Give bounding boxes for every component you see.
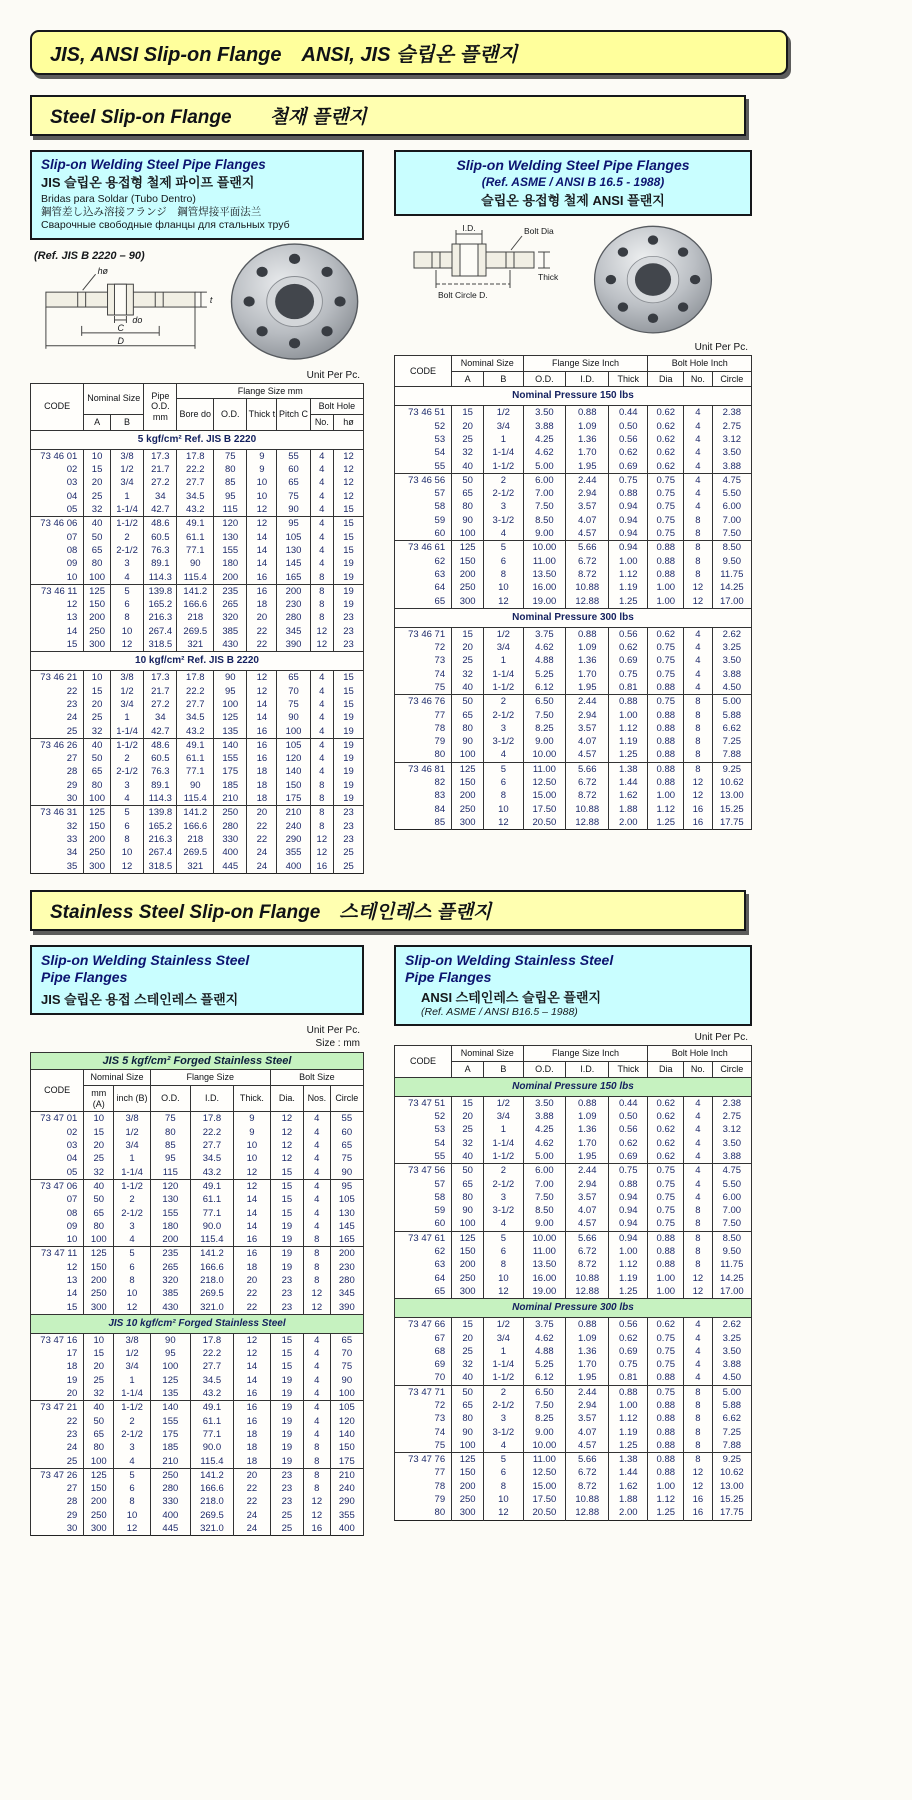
table-row: 30 100 4 114.3 115.4 210 18 175 8 19 bbox=[31, 792, 364, 806]
info-line: ANSI 스테인레스 슬립온 플랜지 bbox=[421, 989, 602, 1005]
table-row: 72 20 3/4 4.62 1.09 0.62 0.75 4 3.25 bbox=[395, 641, 752, 654]
table-row: 73 47 71 50 2 6.50 2.44 0.88 0.75 8 5.00 bbox=[395, 1385, 752, 1399]
table-row: 34 250 10 267.4 269.5 400 24 355 12 25 bbox=[31, 846, 364, 859]
table-row: 73 47 16 10 3/8 90 17.8 12 15 4 65 bbox=[31, 1333, 364, 1347]
table-row: 82 150 6 12.50 6.72 1.44 0.88 12 10.62 bbox=[395, 776, 752, 789]
table-row: 73 46 26 40 1-1/2 48.6 49.1 140 16 105 4 19 bbox=[31, 738, 364, 752]
table-row: 19 25 1 125 34.5 14 19 4 90 bbox=[31, 1374, 364, 1387]
table-row: 62 150 6 11.00 6.72 1.00 0.88 8 9.50 bbox=[395, 1245, 752, 1258]
table-row: 05 32 1-1/4 115 43.2 12 15 4 90 bbox=[31, 1166, 364, 1180]
info-line: Slip-on Welding Stainless Steel bbox=[41, 951, 250, 968]
steel-ansi-info-box bbox=[394, 150, 752, 216]
steel-jis-column bbox=[30, 150, 364, 874]
table-row: 14 250 10 385 269.5 22 23 12 345 bbox=[31, 1287, 364, 1300]
table-row: 83 200 8 15.00 8.72 1.62 1.00 12 13.00 bbox=[395, 789, 752, 802]
table-row: 22 50 2 155 61.1 16 19 4 120 bbox=[31, 1415, 364, 1428]
table-body bbox=[31, 430, 364, 873]
stainless-jis-column bbox=[30, 945, 364, 1537]
steel-jis-info-box bbox=[30, 150, 364, 240]
table-row: 33 200 8 216.3 218 330 22 290 12 23 bbox=[31, 833, 364, 846]
table-row: 28 200 8 330 218.0 22 23 12 290 bbox=[31, 1495, 364, 1508]
table-row: 65 300 12 19.00 12.88 1.25 1.00 12 17.00 bbox=[395, 1285, 752, 1299]
info-line: JIS 슬립온 용접형 철제 파이프 플랜지 bbox=[41, 174, 255, 190]
table-row: 78 200 8 15.00 8.72 1.62 1.00 12 13.00 bbox=[395, 1480, 752, 1493]
table-row: 25 100 4 210 115.4 18 19 8 175 bbox=[31, 1455, 364, 1469]
table-row: 62 150 6 11.00 6.72 1.00 0.88 8 9.50 bbox=[395, 555, 752, 568]
col-header-thick: Thick t bbox=[247, 399, 277, 431]
table-row: 73 46 71 15 1/2 3.75 0.88 0.56 0.62 4 2.62 bbox=[395, 627, 752, 641]
col-header-dia: Dia bbox=[648, 371, 684, 387]
table-row: 73 47 51 15 1/2 3.50 0.88 0.44 0.62 4 2.38 bbox=[395, 1096, 752, 1110]
col-header-bolt-size: Bolt Size bbox=[270, 1070, 363, 1086]
unit-note: Unit Per Pc. bbox=[694, 1032, 748, 1044]
col-header-thick: Thick. bbox=[234, 1085, 271, 1112]
col-header-id: I.D. bbox=[190, 1085, 233, 1112]
col-header-pitch: Pitch C bbox=[277, 399, 310, 431]
table-row: 22 15 1/2 21.7 22.2 95 12 70 4 15 bbox=[31, 685, 364, 698]
table-row: 58 80 3 7.50 3.57 0.94 0.75 4 6.00 bbox=[395, 1191, 752, 1204]
col-header-code: CODE bbox=[31, 383, 84, 430]
unit-note: Unit Per Pc. bbox=[694, 341, 748, 353]
col-header-circle: Circle bbox=[712, 371, 751, 387]
table-row: 75 100 4 10.00 4.57 1.25 0.88 8 7.88 bbox=[395, 1439, 752, 1453]
ansi-steel-flange-table bbox=[394, 355, 752, 831]
dim-label-bolt-circle: Bolt Circle D. bbox=[438, 289, 488, 300]
table-row: 12 150 6 265 166.6 18 19 8 230 bbox=[31, 1261, 364, 1274]
table-row: 74 32 1-1/4 5.25 1.70 0.75 0.75 4 3.88 bbox=[395, 668, 752, 681]
col-header-inch-b: inch (B) bbox=[114, 1085, 151, 1112]
table-header bbox=[395, 355, 752, 387]
col-header-flange-size: Flange Size Inch bbox=[523, 1046, 648, 1062]
col-header-pipe-od: Pipe O.D. mm bbox=[144, 383, 177, 430]
table-row: 35 300 12 318.5 321 445 24 400 16 25 bbox=[31, 860, 364, 874]
table-row: 07 50 2 130 61.1 14 15 4 105 bbox=[31, 1193, 364, 1206]
steel-section-banner: Steel Slip-on Flange 철재 플랜지 bbox=[30, 95, 746, 136]
table-row: 85 300 12 20.50 12.88 2.00 1.25 16 17.75 bbox=[395, 816, 752, 830]
table-row: 57 65 2-1/2 7.00 2.94 0.88 0.75 4 5.50 bbox=[395, 1178, 752, 1191]
flange-photo bbox=[225, 238, 364, 366]
col-header-id: I.D. bbox=[566, 371, 609, 387]
table-row: 73 46 76 50 2 6.50 2.44 0.88 0.75 8 5.00 bbox=[395, 695, 752, 709]
col-header-bolt-hole: Bolt Hole Inch bbox=[648, 1046, 752, 1062]
table-row: 02 15 1/2 21.7 22.2 80 9 60 4 12 bbox=[31, 463, 364, 476]
table-row: 04 25 1 34 34.5 95 10 75 4 12 bbox=[31, 490, 364, 503]
stainless-jis-info-box bbox=[30, 945, 364, 1015]
table-body bbox=[395, 1077, 752, 1520]
table-row: 72 65 2-1/2 7.50 2.94 1.00 0.88 8 5.88 bbox=[395, 1399, 752, 1412]
table-row: 60 100 4 9.00 4.57 0.94 0.75 8 7.50 bbox=[395, 1217, 752, 1231]
stainless-section bbox=[30, 945, 752, 1537]
table-row: 52 20 3/4 3.88 1.09 0.50 0.62 4 2.75 bbox=[395, 420, 752, 433]
jis-ref-note: (Ref. JIS B 2220 – 90) bbox=[34, 249, 145, 262]
col-header-ho: hø bbox=[333, 415, 363, 431]
col-header-b: B bbox=[484, 371, 523, 387]
table-body bbox=[395, 387, 752, 830]
info-line: Сварочные свободные фланцы для стальных труб bbox=[41, 219, 290, 232]
table-row: 73 46 31 125 5 139.8 141.2 250 20 210 8 23 bbox=[31, 806, 364, 820]
table-row: 74 90 3-1/2 9.00 4.07 1.19 0.88 8 7.25 bbox=[395, 1426, 752, 1439]
table-row: 64 250 10 16.00 10.88 1.19 1.00 12 14.25 bbox=[395, 581, 752, 594]
table-row: 57 65 2-1/2 7.00 2.94 0.88 0.75 4 5.50 bbox=[395, 487, 752, 500]
table-row: 73 46 81 125 5 11.00 5.66 1.38 0.88 8 9.25 bbox=[395, 762, 752, 776]
table-row: 54 32 1-1/4 4.62 1.70 0.62 0.62 4 3.50 bbox=[395, 446, 752, 459]
table-section-title: Nominal Pressure 300 lbs bbox=[395, 608, 752, 627]
info-line: Slip-on Welding Steel Pipe Flanges bbox=[456, 157, 690, 173]
table-row: 58 80 3 7.50 3.57 0.94 0.75 4 6.00 bbox=[395, 500, 752, 513]
dim-label-pitch-circle: C bbox=[117, 322, 124, 333]
table-row: 23 20 3/4 27.2 27.7 100 14 75 4 15 bbox=[31, 698, 364, 711]
table-row: 80 100 4 10.00 4.57 1.25 0.88 8 7.88 bbox=[395, 748, 752, 762]
info-line: (Ref. ASME / ANSI B 16.5 - 1988) bbox=[481, 174, 665, 189]
jis-stainless-flange-table bbox=[30, 1069, 364, 1536]
col-header-flange-size: Flange Size Inch bbox=[523, 355, 648, 371]
col-header-dia: Dia. bbox=[270, 1085, 303, 1112]
info-line: Pipe Flanges bbox=[405, 969, 492, 986]
info-line: Slip-on Welding Steel Pipe Flanges bbox=[41, 157, 266, 172]
col-header-no: No. bbox=[684, 371, 713, 387]
table-row: 73 47 56 50 2 6.00 2.44 0.75 0.75 4 4.75 bbox=[395, 1164, 752, 1178]
table-row: 69 32 1-1/4 5.25 1.70 0.75 0.75 4 3.88 bbox=[395, 1358, 752, 1371]
table-header bbox=[395, 1046, 752, 1078]
table-row: 07 50 2 60.5 61.1 130 14 105 4 15 bbox=[31, 531, 364, 544]
col-header-circle: Circle bbox=[330, 1085, 363, 1112]
table-row: 73 47 76 125 5 11.00 5.66 1.38 0.88 8 9.25 bbox=[395, 1453, 752, 1467]
table-row: 24 80 3 185 90.0 18 19 8 150 bbox=[31, 1441, 364, 1454]
table-row: 27 50 2 60.5 61.1 155 16 120 4 19 bbox=[31, 752, 364, 765]
ansi-flange-drawing bbox=[394, 222, 572, 330]
table-row: 73 46 01 10 3/8 17.3 17.8 75 9 55 4 12 bbox=[31, 449, 364, 463]
col-header-a: A bbox=[452, 371, 484, 387]
dim-label-bolt-dia: Bolt Dia bbox=[524, 225, 554, 236]
size-note: Size : mm bbox=[315, 1038, 360, 1050]
col-header-a: A bbox=[452, 1061, 484, 1077]
col-header-nominal-size: Nominal Size bbox=[452, 355, 523, 371]
col-header-id: I.D. bbox=[566, 1061, 609, 1077]
table-row: 73 47 26 125 5 250 141.2 20 23 8 210 bbox=[31, 1468, 364, 1482]
jis-steel-flange-table bbox=[30, 383, 364, 874]
col-header-nominal-size: Nominal Size bbox=[84, 383, 144, 415]
info-line: 슬립온 용접형 철제 ANSI 플랜지 bbox=[481, 192, 665, 208]
col-header-code: CODE bbox=[395, 355, 452, 387]
table-row: 17 15 1/2 95 22.2 12 15 4 70 bbox=[31, 1347, 364, 1360]
col-header-od: O.D. bbox=[150, 1085, 190, 1112]
table-row: 29 80 3 89.1 90 185 18 150 8 19 bbox=[31, 779, 364, 792]
table-row: 08 65 2-1/2 76.3 77.1 155 14 130 4 15 bbox=[31, 544, 364, 557]
col-header-code: CODE bbox=[31, 1070, 84, 1112]
col-header-od: O.D. bbox=[214, 399, 247, 431]
unit-note: Unit Per Pc. bbox=[306, 1025, 360, 1037]
table-row: 09 80 3 89.1 90 180 14 145 4 19 bbox=[31, 557, 364, 570]
steel-section bbox=[30, 150, 752, 874]
table-row: 23 65 2-1/2 175 77.1 18 19 4 140 bbox=[31, 1428, 364, 1441]
table-row: 73 47 61 125 5 10.00 5.66 0.94 0.88 8 8.50 bbox=[395, 1231, 752, 1245]
col-header-b: B bbox=[484, 1061, 523, 1077]
table-row: 73 47 21 40 1-1/2 140 49.1 16 19 4 105 bbox=[31, 1401, 364, 1415]
table-section-title: 5 kgf/cm² Ref. JIS B 2220 bbox=[31, 430, 364, 449]
table-row: 63 200 8 13.50 8.72 1.12 0.88 8 11.75 bbox=[395, 1258, 752, 1271]
table-row: 79 250 10 17.50 10.88 1.88 1.12 16 15.25 bbox=[395, 1493, 752, 1506]
stainless-ansi-column bbox=[394, 945, 752, 1521]
stainless-ansi-info-box bbox=[394, 945, 752, 1026]
table-row: 73 46 06 40 1-1/2 48.6 49.1 120 12 95 4 15 bbox=[31, 517, 364, 531]
table-header bbox=[31, 1070, 364, 1112]
col-header-flange-size: Flange Size bbox=[150, 1070, 270, 1086]
table-row: 24 25 1 34 34.5 125 14 90 4 19 bbox=[31, 711, 364, 724]
dim-label-id: I.D. bbox=[462, 222, 476, 233]
col-header-nominal-size: Nominal Size bbox=[452, 1046, 523, 1062]
dim-label-thick: Thick bbox=[538, 271, 559, 282]
col-header-thick: Thick bbox=[609, 1061, 648, 1077]
table-row: 73 80 3 8.25 3.57 1.12 0.88 8 6.62 bbox=[395, 1412, 752, 1425]
ansi-stainless-flange-table bbox=[394, 1045, 752, 1521]
table-row: 78 80 3 8.25 3.57 1.12 0.88 8 6.62 bbox=[395, 722, 752, 735]
table-row: 12 150 6 165.2 166.6 265 18 230 8 19 bbox=[31, 598, 364, 611]
col-header-no: No. bbox=[684, 1061, 713, 1077]
table-row: 52 20 3/4 3.88 1.09 0.50 0.62 4 2.75 bbox=[395, 1110, 752, 1123]
col-header-a: A bbox=[84, 415, 111, 431]
steel-ansi-drawing-row bbox=[394, 222, 752, 338]
table-row: 29 250 10 400 269.5 24 25 12 355 bbox=[31, 1509, 364, 1522]
table-row: 27 150 6 280 166.6 22 23 8 240 bbox=[31, 1482, 364, 1495]
col-header-bolt-hole: Bolt Hole bbox=[310, 399, 363, 415]
table-row: 13 200 8 216.3 218 320 20 280 8 23 bbox=[31, 611, 364, 624]
info-line: Slip-on Welding Stainless Steel bbox=[405, 951, 614, 968]
table-row: 73 46 11 125 5 139.8 141.2 235 16 200 8 19 bbox=[31, 584, 364, 598]
stainless-section-banner: Stainless Steel Slip-on Flange 스테인레스 플랜지 bbox=[30, 890, 746, 931]
table-row: 64 250 10 16.00 10.88 1.19 1.00 12 14.25 bbox=[395, 1272, 752, 1285]
table-row: 15 300 12 430 321.0 22 23 12 390 bbox=[31, 1301, 364, 1315]
table-row: 10 100 4 114.3 115.4 200 16 165 8 19 bbox=[31, 571, 364, 585]
table-header bbox=[31, 383, 364, 430]
table-section-title: Nominal Pressure 300 lbs bbox=[395, 1299, 752, 1318]
steel-jis-drawing-row bbox=[30, 264, 364, 366]
col-header-thick: Thick bbox=[609, 371, 648, 387]
table-row: 18 20 3/4 100 27.7 14 15 4 75 bbox=[31, 1360, 364, 1373]
table-row: 73 25 1 4.88 1.36 0.69 0.75 4 3.50 bbox=[395, 654, 752, 667]
table-section-title: Nominal Pressure 150 lbs bbox=[395, 387, 752, 406]
table-section-title: Nominal Pressure 150 lbs bbox=[395, 1077, 752, 1096]
table-row: 68 25 1 4.88 1.36 0.69 0.75 4 3.50 bbox=[395, 1345, 752, 1358]
info-line: JIS 슬립온 용접 스테인레스 플랜지 bbox=[41, 991, 239, 1007]
table-row: 03 20 3/4 85 27.7 10 12 4 65 bbox=[31, 1139, 364, 1152]
table-row: 79 90 3-1/2 9.00 4.07 1.19 0.88 8 7.25 bbox=[395, 735, 752, 748]
col-header-bolt-hole: Bolt Hole Inch bbox=[648, 355, 752, 371]
col-header-b: B bbox=[110, 415, 143, 431]
table-row: 25 32 1-1/4 42.7 43.2 135 16 100 4 19 bbox=[31, 725, 364, 739]
col-header-code: CODE bbox=[395, 1046, 452, 1078]
col-header-nos: Nos. bbox=[304, 1085, 331, 1112]
table-row: 73 46 56 50 2 6.00 2.44 0.75 0.75 4 4.75 bbox=[395, 473, 752, 487]
table-row: 20 32 1-1/4 135 43.2 16 19 4 100 bbox=[31, 1387, 364, 1401]
dim-label-bolt-hole: hø bbox=[97, 265, 109, 276]
table-row: 55 40 1-1/2 5.00 1.95 0.69 0.62 4 3.88 bbox=[395, 1150, 752, 1164]
table-row: 02 15 1/2 80 22.2 9 12 4 60 bbox=[31, 1126, 364, 1139]
table-row: 73 47 01 10 3/8 75 17.8 9 12 4 55 bbox=[31, 1112, 364, 1126]
table-section-title: 10 kgf/cm² Ref. JIS B 2220 bbox=[31, 652, 364, 671]
dim-label-bore: do bbox=[132, 314, 143, 325]
unit-note: Unit Per Pc. bbox=[306, 369, 360, 381]
table-row: 55 40 1-1/2 5.00 1.95 0.69 0.62 4 3.88 bbox=[395, 460, 752, 474]
table-row: 67 20 3/4 4.62 1.09 0.62 0.75 4 3.25 bbox=[395, 1332, 752, 1345]
table-row: 75 40 1-1/2 6.12 1.95 0.81 0.88 4 4.50 bbox=[395, 681, 752, 695]
col-header-dia: Dia bbox=[648, 1061, 684, 1077]
table-row: 30 300 12 445 321.0 24 25 16 400 bbox=[31, 1522, 364, 1536]
table-row: 73 46 21 10 3/8 17.3 17.8 90 12 65 4 15 bbox=[31, 671, 364, 685]
table-row: 15 300 12 318.5 321 430 22 390 12 23 bbox=[31, 638, 364, 652]
table-row: 63 200 8 13.50 8.72 1.12 0.88 8 11.75 bbox=[395, 568, 752, 581]
table-row: 73 46 51 15 1/2 3.50 0.88 0.44 0.62 4 2.38 bbox=[395, 406, 752, 420]
table-row: 73 47 11 125 5 235 141.2 16 19 8 200 bbox=[31, 1247, 364, 1261]
col-header-no: No. bbox=[310, 415, 333, 431]
col-header-nominal-size: Nominal Size bbox=[84, 1070, 151, 1086]
dim-label-thickness: t bbox=[209, 294, 213, 305]
table-row: 53 25 1 4.25 1.36 0.56 0.62 4 3.12 bbox=[395, 1123, 752, 1136]
info-line: (Ref. ASME / ANSI B16.5 – 1988) bbox=[421, 1006, 578, 1019]
table-body bbox=[31, 1112, 364, 1536]
table-row: 08 65 2-1/2 155 77.1 14 15 4 130 bbox=[31, 1207, 364, 1220]
table-row: 59 90 3-1/2 8.50 4.07 0.94 0.75 8 7.00 bbox=[395, 514, 752, 527]
table-section-title: JIS 5 kgf/cm² Forged Stainless Steel bbox=[30, 1052, 364, 1069]
table-row: 04 25 1 95 34.5 10 12 4 75 bbox=[31, 1152, 364, 1165]
col-header-bore: Bore do bbox=[177, 399, 214, 431]
jis-flange-drawing bbox=[30, 264, 219, 364]
table-row: 77 65 2-1/2 7.50 2.94 1.00 0.88 8 5.88 bbox=[395, 709, 752, 722]
steel-ansi-column bbox=[394, 150, 752, 830]
info-line: Bridas para Soldar (Tubo Dentro) bbox=[41, 193, 196, 206]
col-header-od: O.D. bbox=[523, 1061, 566, 1077]
table-row: 70 40 1-1/2 6.12 1.95 0.81 0.88 4 4.50 bbox=[395, 1371, 752, 1385]
dim-label-outer-diameter: D bbox=[117, 335, 124, 346]
col-header-flange-size: Flange Size mm bbox=[177, 383, 364, 399]
table-row: 84 250 10 17.50 10.88 1.88 1.12 16 15.25 bbox=[395, 803, 752, 816]
table-row: 09 80 3 180 90.0 14 19 4 145 bbox=[31, 1220, 364, 1233]
table-row: 73 47 06 40 1-1/2 120 49.1 12 15 4 95 bbox=[31, 1179, 364, 1193]
table-row: 73 47 66 15 1/2 3.75 0.88 0.56 0.62 4 2.62 bbox=[395, 1318, 752, 1332]
table-row: 60 100 4 9.00 4.57 0.94 0.75 8 7.50 bbox=[395, 527, 752, 541]
page-title: JIS, ANSI Slip-on Flange ANSI, JIS 슬립온 플랜지 bbox=[30, 30, 788, 75]
table-row: 53 25 1 4.25 1.36 0.56 0.62 4 3.12 bbox=[395, 433, 752, 446]
table-section-title: JIS 10 kgf/cm² Forged Stainless Steel bbox=[31, 1314, 364, 1333]
table-row: 13 200 8 320 218.0 20 23 8 280 bbox=[31, 1274, 364, 1287]
table-row: 77 150 6 12.50 6.72 1.44 0.88 12 10.62 bbox=[395, 1466, 752, 1479]
table-row: 73 46 61 125 5 10.00 5.66 0.94 0.88 8 8.50 bbox=[395, 541, 752, 555]
info-line: Pipe Flanges bbox=[41, 969, 128, 986]
col-header-circle: Circle bbox=[712, 1061, 751, 1077]
table-row: 32 150 6 165.2 166.6 280 22 240 8 23 bbox=[31, 820, 364, 833]
table-row: 10 100 4 200 115.4 16 19 8 165 bbox=[31, 1233, 364, 1247]
col-header-od: O.D. bbox=[523, 371, 566, 387]
table-row: 14 250 10 267.4 269.5 385 22 345 12 23 bbox=[31, 625, 364, 638]
table-row: 28 65 2-1/2 76.3 77.1 175 18 140 4 19 bbox=[31, 765, 364, 778]
info-line: 鋼管差し込み溶接フランジ 鋼管焊接平面法兰 bbox=[41, 206, 262, 219]
table-row: 05 32 1-1/4 42.7 43.2 115 12 90 4 15 bbox=[31, 503, 364, 517]
table-row: 65 300 12 19.00 12.88 1.25 1.00 12 17.00 bbox=[395, 595, 752, 609]
table-row: 54 32 1-1/4 4.62 1.70 0.62 0.62 4 3.50 bbox=[395, 1137, 752, 1150]
flange-photo bbox=[578, 222, 728, 338]
col-header-mm-a: mm (A) bbox=[84, 1085, 114, 1112]
table-row: 80 300 12 20.50 12.88 2.00 1.25 16 17.75 bbox=[395, 1506, 752, 1520]
table-row: 03 20 3/4 27.2 27.7 85 10 65 4 12 bbox=[31, 476, 364, 489]
table-row: 59 90 3-1/2 8.50 4.07 0.94 0.75 8 7.00 bbox=[395, 1204, 752, 1217]
